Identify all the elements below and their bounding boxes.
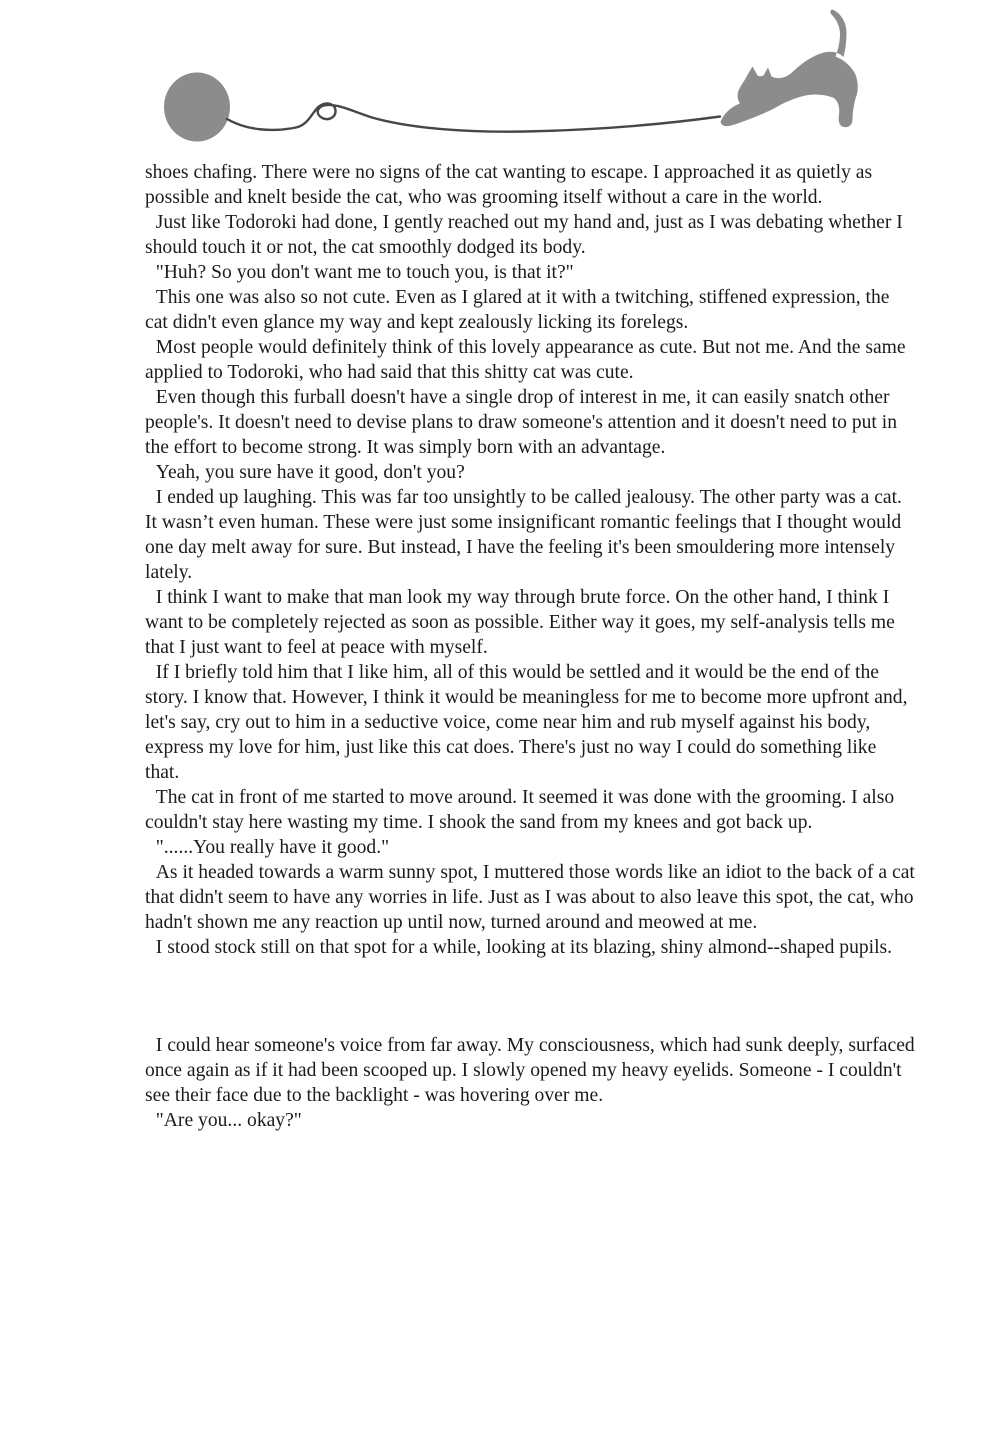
paragraph-12: "......You really have it good." [155, 837, 390, 858]
paragraph-16: "Are you... okay?" [155, 1110, 302, 1131]
paragraph-14: I stood stock still on that spot for a while, looking at its blazing, shiny almond--shaped pupils. [155, 937, 893, 958]
paragraph-7: Yeah, you sure have it good, don't you? [155, 462, 465, 483]
paragraph-11: The cat in front of me started to move around. It seemed it was done with the grooming. I also couldn't stay here wasting my time. I shook the sand from my knees and got back up. [145, 787, 895, 833]
yarn-and-cat-graphic [0, 0, 1000, 158]
paragraph-2: Just like Todoroki had done, I gently reached out my hand and, just as I was debating whether I should touch it or not, the cat smoothly dodged its body. [145, 212, 903, 258]
paragraph-9: I think I want to make that man look my way through brute force. On the other hand, I think I want to be completely rejected as soon as possible. Either way it goes, my self-analysis tells me that I just want to feel at peace with myself. [145, 587, 895, 658]
paragraph-4: This one was also so not cute. Even as I glared at it with a twitching, stiffened expression, the cat didn't even glance my way and kept zealously licking its forelegs. [145, 287, 890, 333]
yarn-ball-icon [164, 73, 230, 142]
paragraph-5: Most people would definitely think of this lovely appearance as cute. But not me. And the same applied to Todoroki, who had said that this shitty cat was cute. [145, 337, 906, 383]
yarn-string [227, 104, 720, 132]
paragraph-15: I could hear someone's voice from far away. My consciousness, which had sunk deeply, surfaced once again as if it had been scooped up. I slowly opened my heavy eyelids. Someone - I couldn't see their face due to the backlight - was hovering over me. [145, 1035, 915, 1106]
header-illustration [0, 0, 1000, 158]
paragraph-8: I ended up laughing. This was far too unsightly to be called jealousy. The other party was a cat. It wasn’t even human. These were just some insignificant romantic feelings that I thought would one day melt away for sure. But instead, I have the feeling it's been smouldering more intensely lately. [145, 487, 902, 583]
paragraph-3: "Huh? So you don't want me to touch you, is that it?" [155, 262, 574, 283]
scene-break [145, 960, 915, 1033]
paragraph-13: As it headed towards a warm sunny spot, I muttered those words like an idiot to the back of a cat that didn't seem to have any worries in life. Just as I was about to also leave this spot, the cat, who hadn't shown me any reaction up until now, turned around and meowed at me. [145, 862, 915, 933]
paragraph-10: If I briefly told him that I like him, all of this would be settled and it would be the end of the story. I know that. However, I think it would be meaningless for me to become more upfront and, let's say, cry out to him in a seductive voice, come near him and rub myself against his body, express my love for him, just like this cat does. There's just no way I could do something like that. [145, 662, 908, 783]
stretching-cat-icon [721, 10, 858, 127]
paragraph-1: shoes chafing. There were no signs of the cat wanting to escape. I approached it as quietly as possible and knelt beside the cat, who was grooming itself without a care in the world. [145, 162, 873, 208]
page-text [145, 160, 915, 1133]
paragraph-6: Even though this furball doesn't have a single drop of interest in me, it can easily snatch other people's. It doesn't need to devise plans to draw someone's attention and it doesn't need to put in the effort to become strong. It was simply born with an advantage. [145, 387, 897, 458]
